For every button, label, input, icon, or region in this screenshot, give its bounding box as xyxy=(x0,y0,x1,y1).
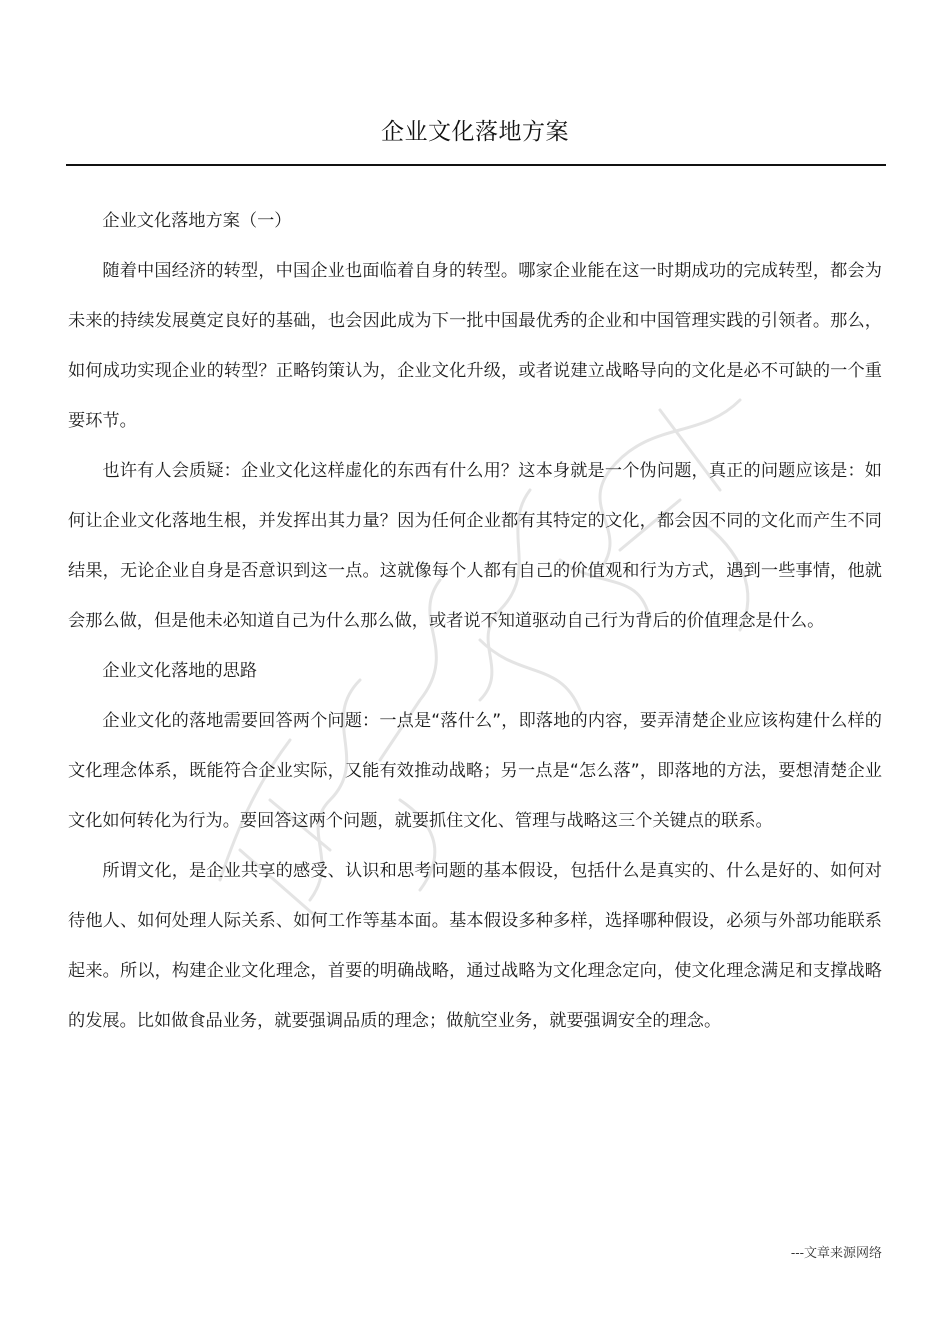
document-body xyxy=(68,196,882,1046)
source-note: ---文章来源网络 xyxy=(790,1246,882,1261)
paragraph-1: 随着中国经济的转型，中国企业也面临着自身的转型。哪家企业能在这一时期成功的完成转型，都会为未来的持续发展奠定良好的基础，也会因此成为下一批中国最优秀的企业和中国管理实践的引领者。那么，如何成功实现企业的转型？正略钧策认为，企业文化升级，或者说建立战略导向的文化是必不可缺的一个重要环节。 xyxy=(68,261,882,431)
document-title: 企业文化落地方案 xyxy=(381,119,569,145)
section-heading: 企业文化落地方案（一） xyxy=(102,211,292,231)
paragraph-4: 所谓文化，是企业共享的感受、认识和思考问题的基本假设，包括什么是真实的、什么是好的、如何对待他人、如何处理人际关系、如何工作等基本面。基本假设多种多样，选择哪种假设，必须与外部功能联系起来。所以，构建企业文化理念，首要的明确战略，通过战略为文化理念定向，使文化理念满足和支撑战略的发展。比如做食品业务，就要强调品质的理念；做航空业务，就要强调安全的理念。 xyxy=(68,861,882,1031)
title-divider xyxy=(66,164,886,166)
paragraph-2: 也许有人会质疑：企业文化这样虚化的东西有什么用？这本身就是一个伪问题，真正的问题应该是：如何让企业文化落地生根，并发挥出其力量？因为任何企业都有其特定的文化，都会因不同的文化而产生不同结果，无论企业自身是否意识到这一点。这就像每个人都有自己的价值观和行为方式，遇到一些事情，他就会那么做，但是他未必知道自己为什么那么做，或者说不知道驱动自己行为背后的价值理念是什么。 xyxy=(68,461,882,631)
subheading: 企业文化落地的思路 xyxy=(102,661,258,681)
paragraph-3: 企业文化的落地需要回答两个问题：一点是“落什么”，即落地的内容，要弄清楚企业应该构建什么样的文化理念体系，既能符合企业实际，又能有效推动战略；另一点是“怎么落”，即落地的方法，要想清楚企业文化如何转化为行为。要回答这两个问题，就要抓住文化、管理与战略这三个关键点的联系。 xyxy=(68,711,882,831)
